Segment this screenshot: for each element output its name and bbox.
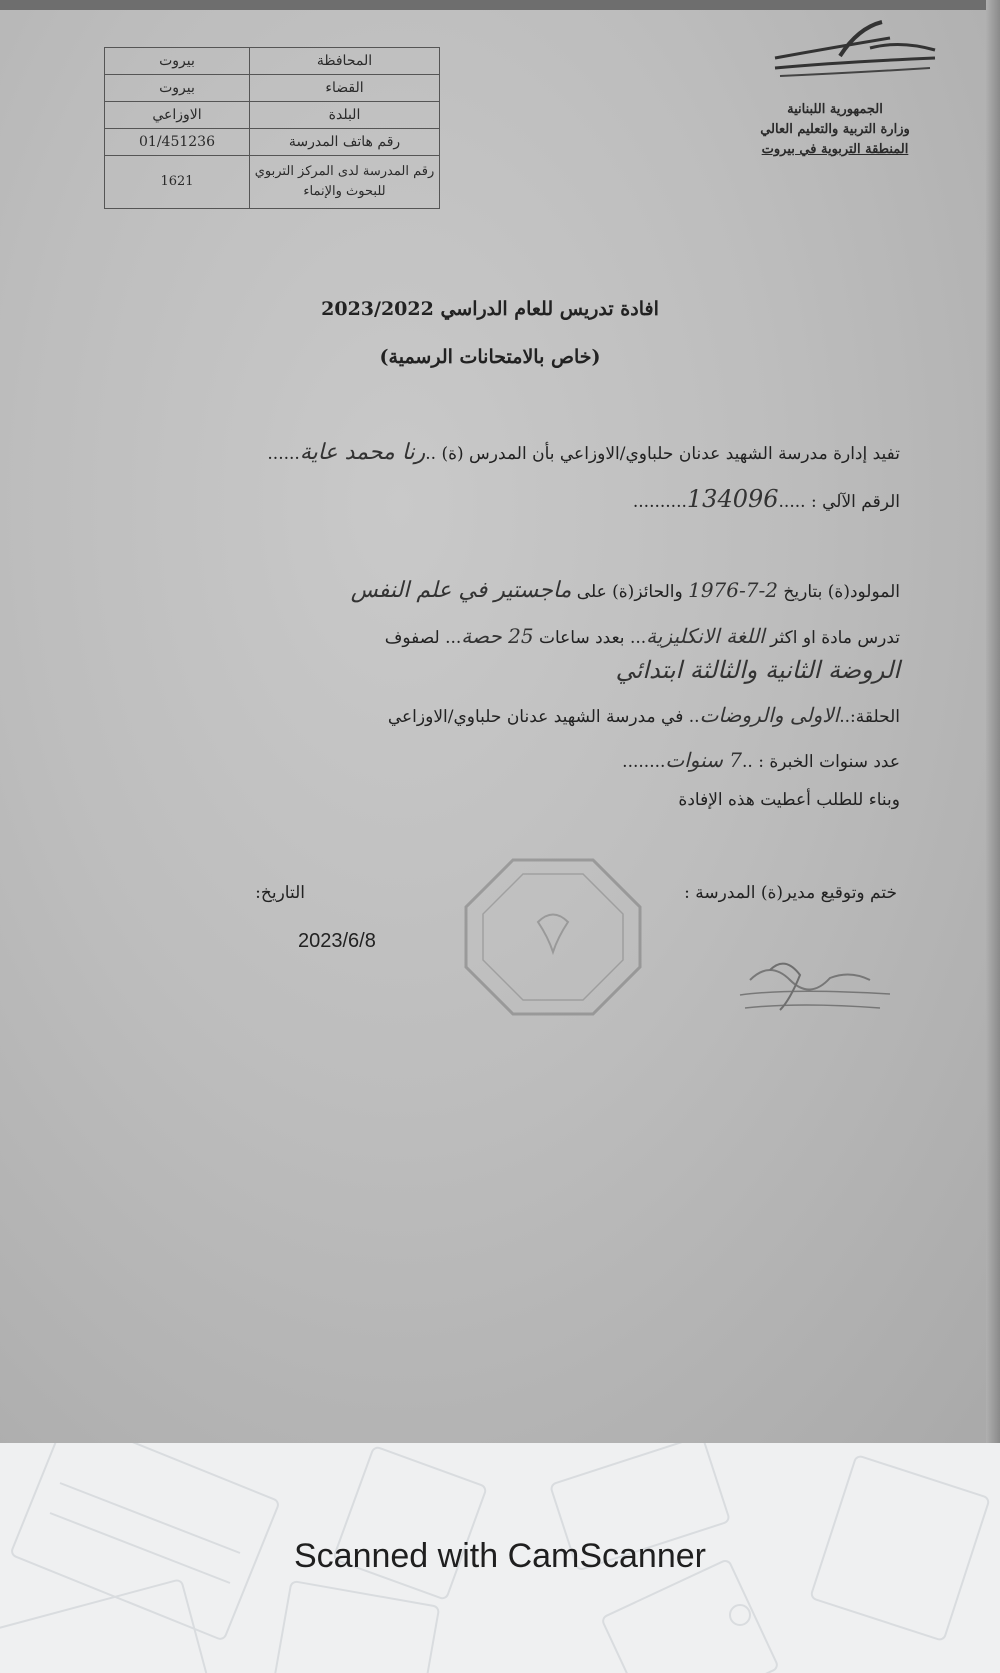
- issue-date: 2023/6/8: [298, 930, 376, 952]
- info-label: رقم هاتف المدرسة: [250, 129, 440, 156]
- cycle-label: الحلقة:: [850, 707, 900, 727]
- info-value: 1621: [105, 156, 250, 209]
- ministry-line-3: المنطقة التربوية في بيروت: [761, 142, 909, 157]
- auto-number-label: الرقم الآلي :: [810, 492, 900, 512]
- info-value: 01/451236: [105, 129, 250, 156]
- ministry-header: [715, 100, 955, 160]
- info-label: القضاء: [250, 75, 440, 102]
- info-value: بيروت: [105, 48, 250, 75]
- body-line-7: عدد سنوات الخبرة : ..7 سنوات........: [622, 748, 900, 772]
- info-label: المحافظة: [250, 48, 440, 75]
- document-title: افادة تدريس للعام الدراسي 2023/2022: [321, 298, 659, 320]
- table-row: [105, 48, 440, 75]
- body-line-8: وبناء للطلب أعطيت هذه الإفادة: [678, 790, 900, 810]
- experience-label: عدد سنوات الخبرة :: [758, 752, 900, 772]
- info-label: البلدة: [250, 102, 440, 129]
- stamp-label: ختم وتوقيع مدير(ة) المدرسة :: [684, 883, 897, 903]
- teacher-prefix: تفيد إدارة مدرسة الشهيد عدنان حلباوي/الاوزاعي بأن المدرس (ة): [441, 444, 900, 464]
- info-label: رقم المدرسة لدى المركز التربوي للبحوث والإنماء: [250, 156, 440, 209]
- document-subtitle: (خاص بالامتحانات الرسمية): [379, 346, 601, 368]
- birth-date: 2-7-1976: [688, 578, 779, 602]
- body-line-3: [351, 578, 900, 603]
- classes-label: لصفوف: [384, 628, 440, 648]
- cycle-value: الاولى والروضات: [699, 703, 840, 727]
- ministry-logo-icon: [770, 18, 940, 88]
- degree-value: ماجستير في علم النفس: [350, 578, 572, 603]
- date-label: التاريخ:: [255, 883, 305, 903]
- ministry-line-2: وزارة التربية والتعليم العالي: [760, 122, 910, 137]
- school-info-table: [104, 47, 440, 209]
- table-row: [105, 102, 440, 129]
- auto-number: 134096: [686, 485, 779, 513]
- body-line-2: الرقم الآلي : .....134096..........: [632, 485, 900, 513]
- ministry-line-1: الجمهورية اللبنانية: [787, 102, 883, 117]
- cycle-school: في مدرسة الشهيد عدنان حلباوي/الاوزاعي: [387, 707, 684, 727]
- classes-value: الروضة الثانية والثالثة ابتدائي: [615, 656, 900, 684]
- school-stamp-icon: [458, 852, 648, 1022]
- hours-value: 25 حصة: [461, 624, 534, 648]
- body-line-1: تفيد إدارة مدرسة الشهيد عدنان حلباوي/الاوزاعي بأن المدرس (ة) ..رنا محمد عاية......: [267, 440, 900, 465]
- birth-label: المولود(ة) بتاريخ: [783, 582, 900, 602]
- subject-value: اللغة الانكليزية: [646, 624, 765, 648]
- principal-signature-icon: [730, 950, 900, 1020]
- teacher-name: رنا محمد عاية: [299, 440, 426, 465]
- table-row: [105, 75, 440, 102]
- info-value: الاوزاعي: [105, 102, 250, 129]
- subject-label: تدرس مادة او اكثر: [770, 628, 900, 648]
- table-row: [105, 129, 440, 156]
- body-line-6: الحلقة:..الاولى والروضات.. في مدرسة الشهيد عدنان حلباوي/الاوزاعي: [387, 703, 900, 727]
- hours-label: بعدد ساعات: [538, 628, 625, 648]
- table-row: [105, 156, 440, 209]
- degree-label: والحائز(ة) على: [576, 582, 683, 602]
- info-value: بيروت: [105, 75, 250, 102]
- body-line-4: تدرس مادة او اكثر اللغة الانكليزية... بعدد ساعات 25 حصة... لصفوف: [384, 624, 900, 648]
- camscanner-label: Scanned with CamScanner: [293, 1537, 706, 1575]
- experience-value: 7 سنوات: [665, 748, 743, 772]
